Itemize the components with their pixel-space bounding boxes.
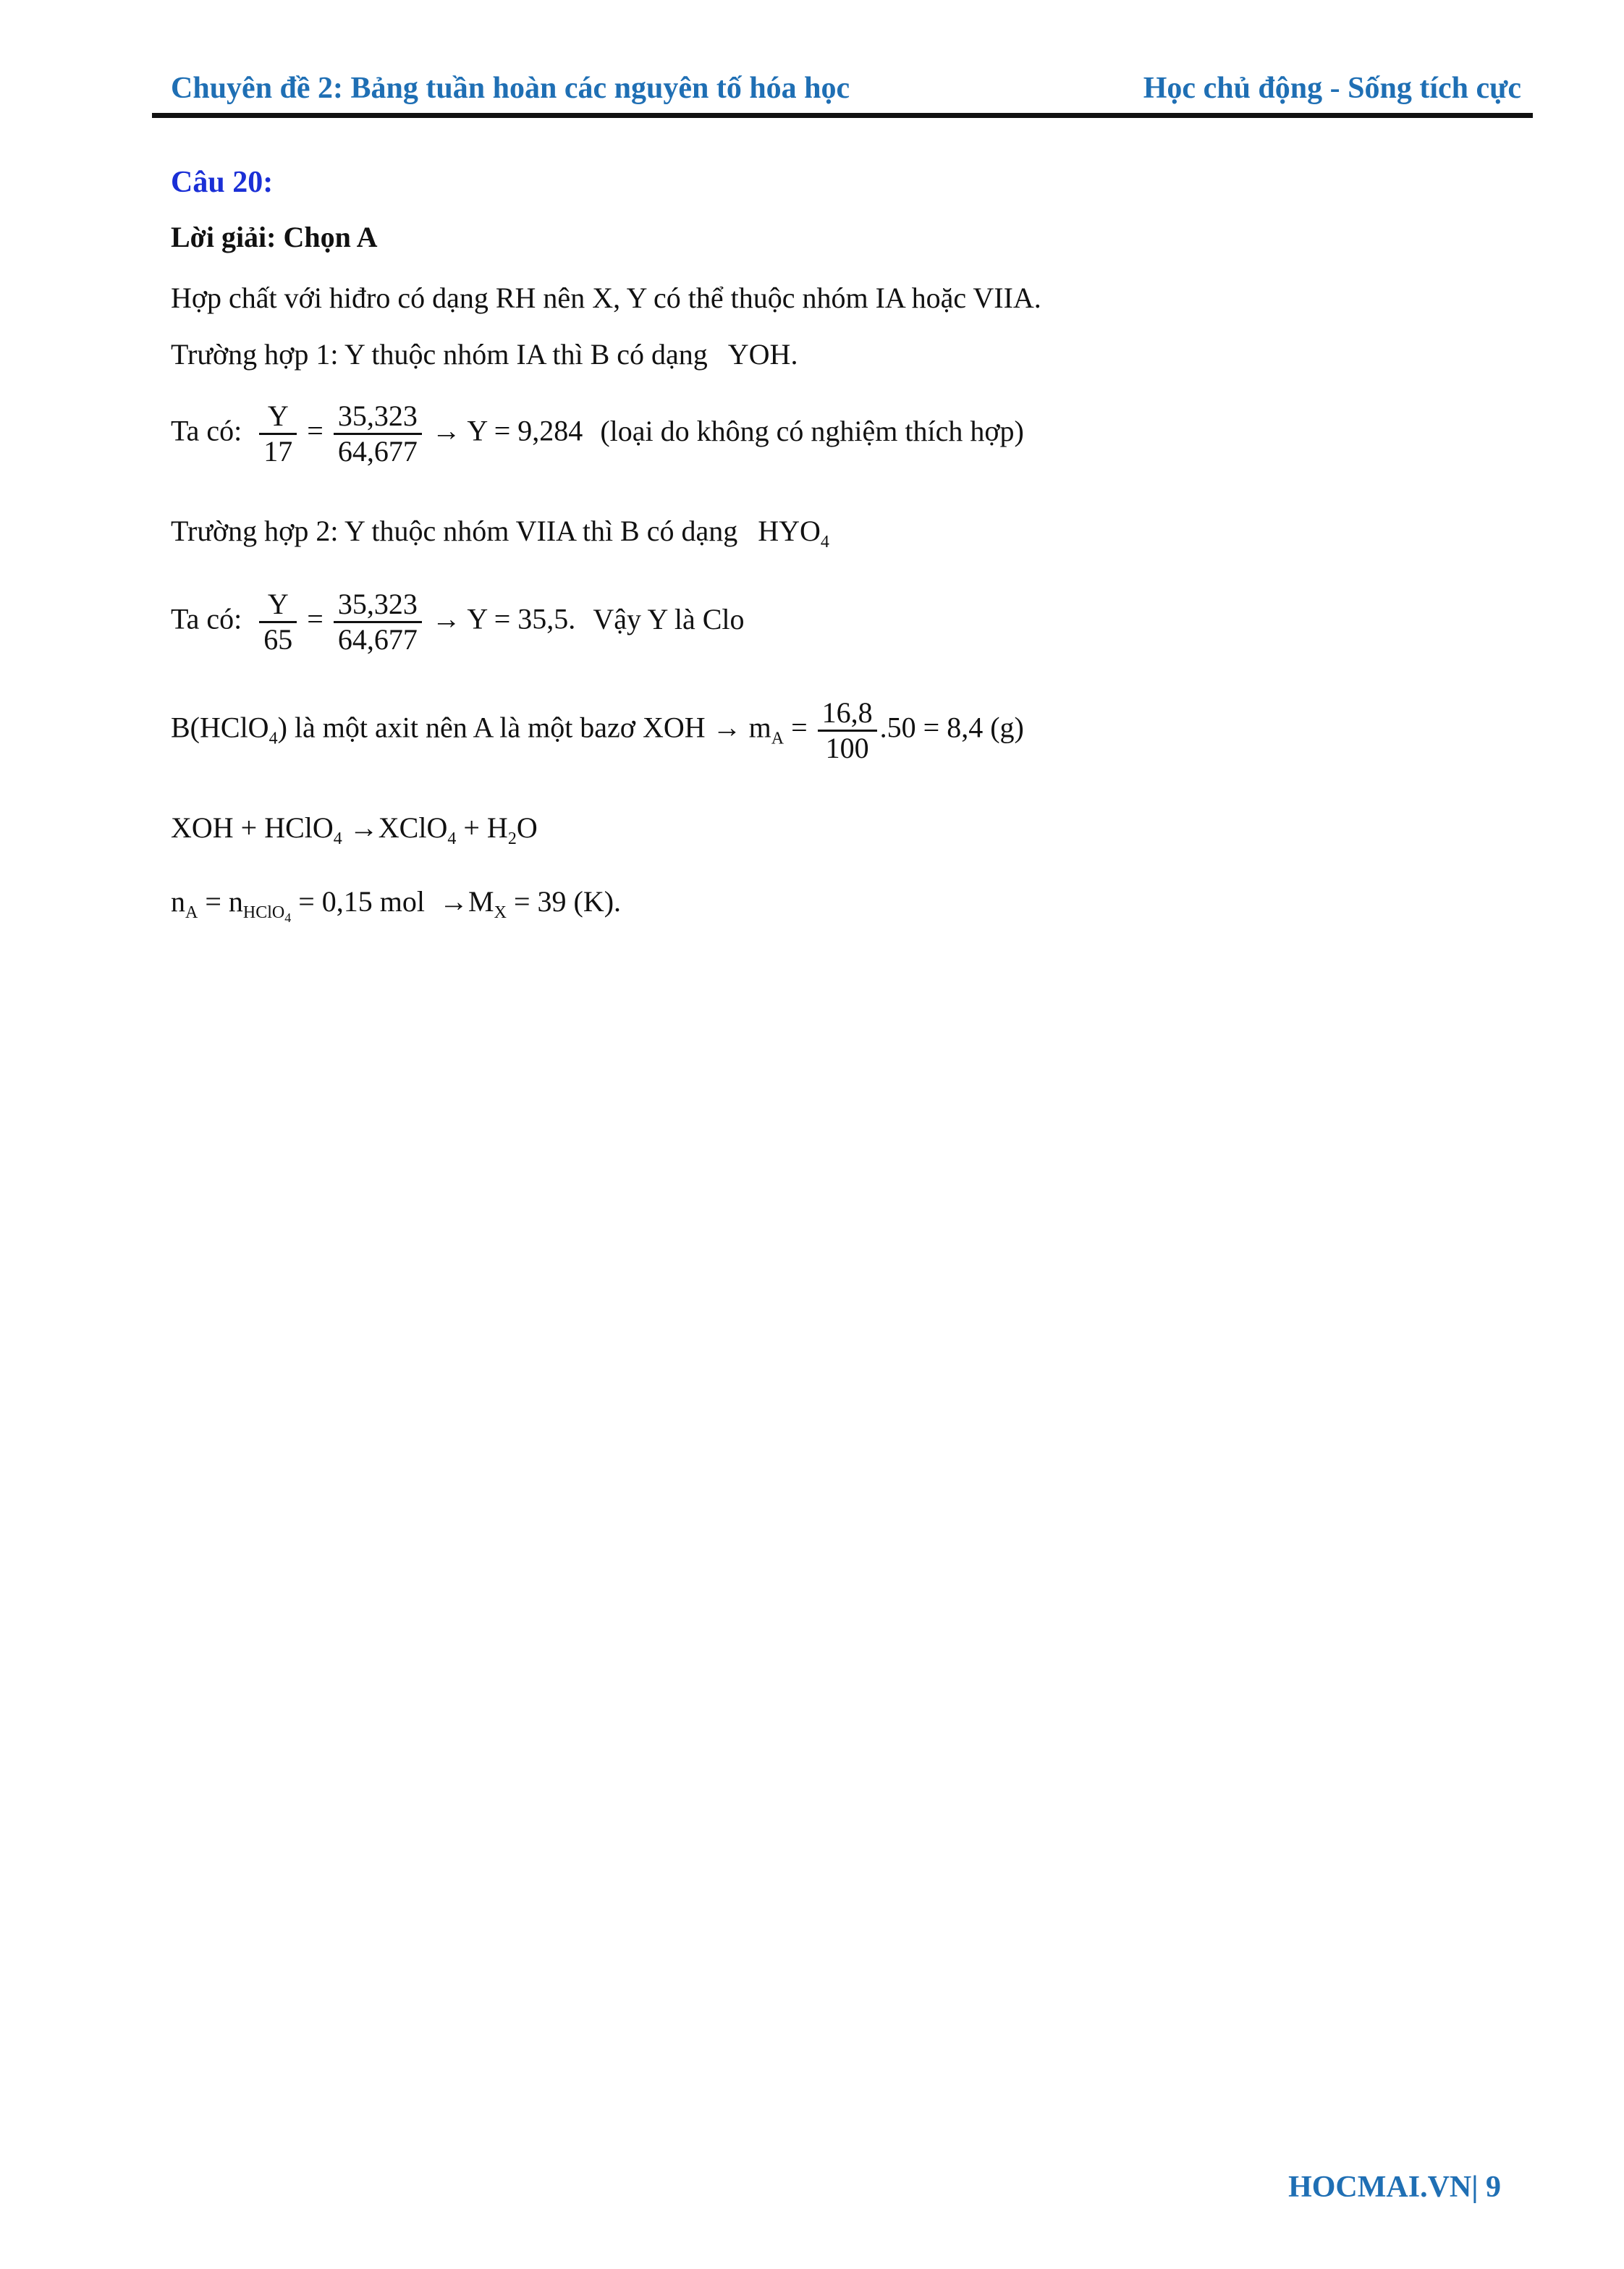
eq5-value: = 0,15 mol — [298, 885, 426, 918]
eq3-num: 16,8 — [818, 696, 877, 732]
header-slogan: Học chủ động - Sống tích cực — [1143, 72, 1521, 105]
equation-5 — [171, 884, 621, 926]
equation-3 — [171, 696, 1024, 765]
eq3-sub-a: A — [771, 729, 784, 748]
case-2-line — [171, 514, 829, 552]
eq3-text: là một axit nên A là một bazơ XOH — [294, 711, 706, 744]
eq2-arrow: → — [431, 602, 461, 635]
eq5-m: M — [468, 885, 494, 918]
eq1-fraction-right — [334, 400, 422, 468]
question-title: Câu 20: — [171, 166, 274, 199]
case-2-subscript: 4 — [820, 533, 829, 552]
case-1-period: . — [790, 338, 798, 371]
equation-1 — [171, 400, 1024, 468]
eq1-taco: Ta có: — [171, 414, 242, 447]
eq2-note: Vậy Y là Clo — [593, 602, 745, 635]
eq4-product: XClO — [378, 811, 448, 844]
page-number: 9 — [1486, 2171, 1501, 2204]
eq2-den-right: 64,677 — [337, 623, 418, 656]
answer-heading: Lời giải: Chọn A — [171, 221, 378, 253]
case-2-text: Trường hợp 2: Y thuộc nhóm VIIA thì B có dạng — [171, 515, 738, 547]
eq4-sub-4b: 4 — [447, 829, 457, 848]
eq5-n: n — [171, 885, 185, 918]
eq3-sub-4: 4 — [268, 729, 278, 748]
case-1-formula: YOH — [727, 338, 791, 371]
eq1-den-left: 17 — [263, 435, 293, 468]
eq3-den: 100 — [825, 732, 869, 764]
eq2-den-left: 65 — [263, 623, 293, 656]
eq3-prefix: B(HClO — [171, 711, 269, 744]
case-1-line — [171, 337, 798, 371]
eq4-o: O — [516, 811, 538, 844]
eq1-fraction-left — [259, 400, 297, 468]
eq5-sub-x: X — [494, 903, 507, 922]
eq4-reactants: XOH + HClO — [171, 811, 334, 844]
eq4-plus-h: + H — [463, 811, 508, 844]
eq3-fraction — [818, 696, 877, 765]
eq1-num-left: Y — [259, 400, 297, 435]
eq2-equals: = — [307, 602, 323, 635]
eq1-arrow: → — [431, 414, 461, 447]
header-rule — [152, 113, 1533, 118]
eq2-num-right: 35,323 — [334, 588, 422, 623]
eq5-eq-n: = n — [205, 885, 243, 918]
equation-4 — [171, 811, 538, 849]
eq5-arrow: → — [439, 885, 469, 918]
eq1-result: Y = 9,284 — [467, 414, 583, 447]
equation-2 — [171, 588, 745, 656]
eq2-taco: Ta có: — [171, 602, 242, 635]
paragraph-intro: Hợp chất với hiđro có dạng RH nên X, Y có thể thuộc nhóm IA hoặc VIIA. — [171, 282, 1041, 314]
eq4-sub-4a: 4 — [333, 829, 342, 848]
eq2-fraction-left — [259, 588, 297, 656]
eq2-result: Y = 35,5. — [467, 602, 576, 635]
eq3-equals: = — [791, 711, 808, 744]
eq3-m: m — [748, 711, 771, 744]
eq3-arrow: → — [712, 711, 742, 744]
eq2-num-left: Y — [259, 588, 297, 623]
case-1-text: Trường hợp 1: Y thuộc nhóm IA thì B có dạng — [171, 338, 708, 371]
eq5-sub-a: A — [185, 903, 198, 922]
eq4-arrow: → — [349, 811, 378, 844]
eq5-result: = 39 (K). — [513, 885, 622, 918]
eq1-num-right: 35,323 — [334, 400, 422, 435]
eq1-den-right: 64,677 — [337, 435, 418, 468]
footer-brand: HOCMAI.VN| — [1288, 2171, 1479, 2204]
header-topic: Chuyên đề 2: Bảng tuần hoàn các nguyên tố hóa học — [171, 72, 850, 105]
footer — [1288, 2170, 1501, 2205]
eq2-fraction-right — [334, 588, 422, 656]
case-2-formula: HYO — [758, 515, 821, 547]
eq3-rest: .50 = 8,4 (g) — [879, 711, 1024, 744]
eq5-sub-hclo: HClO4 — [242, 903, 292, 925]
eq1-equals: = — [307, 414, 323, 447]
eq3-suffix: ) — [277, 711, 287, 744]
eq1-note: (loại do không có nghiệm thích hợp) — [600, 414, 1024, 447]
eq4-sub-2: 2 — [507, 829, 517, 848]
